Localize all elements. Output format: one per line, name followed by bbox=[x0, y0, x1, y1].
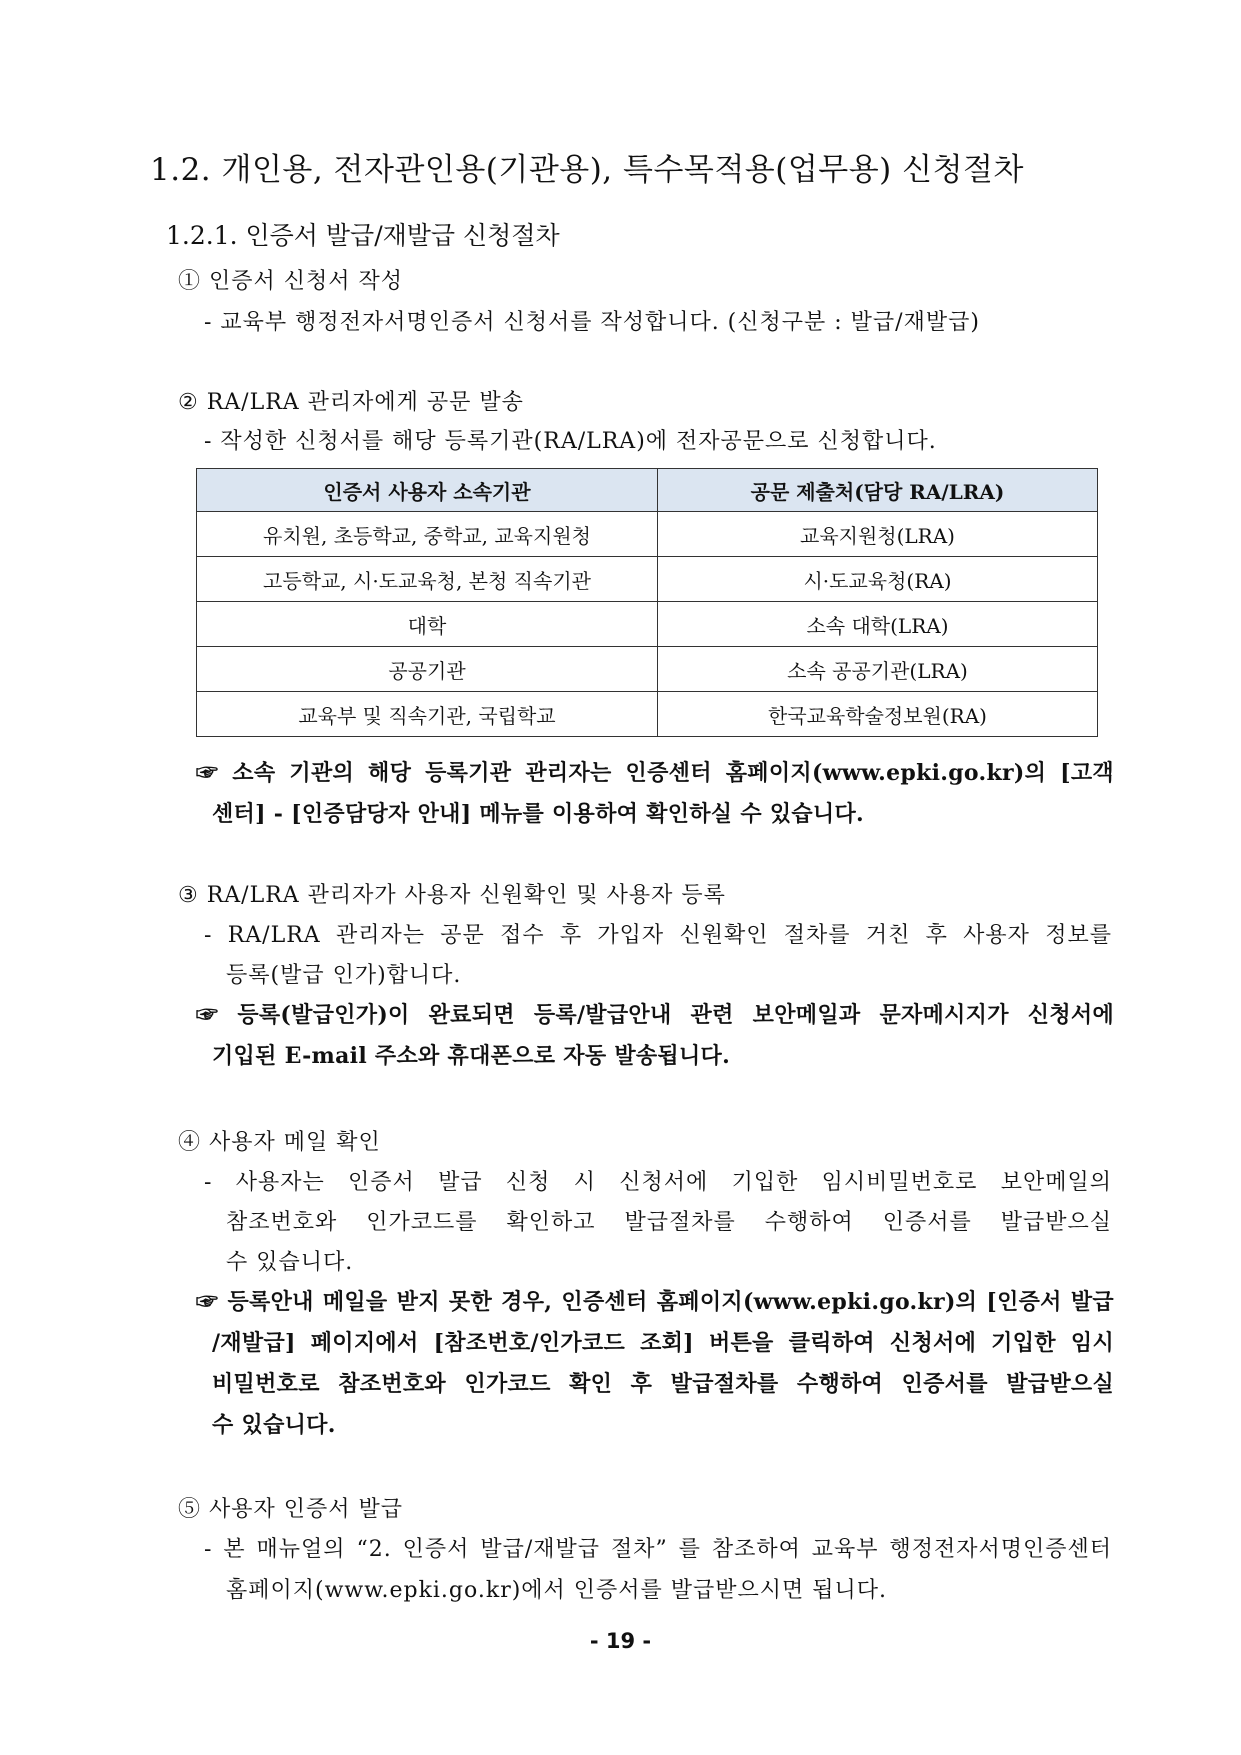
step-3-note-line-2: 기입된 E-mail 주소와 휴대폰으로 자동 발송됩니다. bbox=[212, 1043, 731, 1069]
step-4-note-line-4: 수 있습니다. bbox=[212, 1412, 336, 1438]
table-row bbox=[197, 692, 1098, 737]
step-4-line-2: 참조번호와 인가코드를 확인하고 발급절차를 수행하여 인증서를 발급받으실 bbox=[226, 1210, 1112, 1235]
step-4-note-line-1: ☞ 등록안내 메일을 받지 못한 경우, 인증센터 홈페이지(www.epki.go.kr)의 [인증서 발급 bbox=[196, 1289, 1114, 1315]
section-title: 1.2. 개인용, 전자관인용(기관용), 특수목적용(업무용) 신청절차 bbox=[150, 152, 1024, 188]
institution-table bbox=[196, 468, 1098, 737]
table-cell: 대학 bbox=[197, 602, 658, 647]
step-5-line-2: 홈페이지(www.epki.go.kr)에서 인증서를 발급받으시면 됩니다. bbox=[226, 1578, 888, 1603]
table-cell: 공공기관 bbox=[197, 647, 658, 692]
step-4-note-line-3: 비밀번호로 참조번호와 인가코드 확인 후 발급절차를 수행하여 인증서를 발급받으실 bbox=[212, 1371, 1114, 1397]
table-row bbox=[197, 512, 1098, 557]
subsection-title: 1.2.1. 인증서 발급/재발급 신청절차 bbox=[166, 221, 560, 250]
table-header-row bbox=[197, 469, 1098, 512]
table-cell: 소속 대학(LRA) bbox=[658, 602, 1098, 647]
table-cell: 한국교육학술정보원(RA) bbox=[658, 692, 1098, 737]
step-2-note-line-2: 센터] - [인증담당자 안내] 메뉴를 이용하여 확인하실 수 있습니다. bbox=[212, 801, 864, 827]
step-1-line-1: - 교육부 행정전자서명인증서 신청서를 작성합니다. (신청구분 : 발급/재발급) bbox=[204, 310, 980, 335]
table-cell: 교육지원청(LRA) bbox=[658, 512, 1098, 557]
step-3-title: ③ RA/LRA 관리자가 사용자 신원확인 및 사용자 등록 bbox=[178, 883, 726, 908]
step-4-note-line-2: /재발급] 페이지에서 [참조번호/인가코드 조회] 버튼을 클릭하여 신청서에 기입한 임시 bbox=[212, 1330, 1114, 1356]
table-header-cell: 공문 제출처(담당 RA/LRA) bbox=[658, 469, 1098, 512]
table-header-cell: 인증서 사용자 소속기관 bbox=[197, 469, 658, 512]
table-row bbox=[197, 647, 1098, 692]
table-cell: 고등학교, 시·도교육청, 본청 직속기관 bbox=[197, 557, 658, 602]
step-5-line-1: - 본 매뉴얼의 “2. 인증서 발급/재발급 절차” 를 참조하여 교육부 행정전자서명인증센터 bbox=[204, 1537, 1112, 1562]
step-4-line-1: - 사용자는 인증서 발급 신청 시 신청서에 기입한 임시비밀번호로 보안메일의 bbox=[204, 1170, 1112, 1195]
table-cell: 시·도교육청(RA) bbox=[658, 557, 1098, 602]
step-2-note-line-1: ☞ 소속 기관의 해당 등록기관 관리자는 인증센터 홈페이지(www.epki.go.kr)의 [고객 bbox=[196, 760, 1114, 786]
table-cell: 소속 공공기관(LRA) bbox=[658, 647, 1098, 692]
page-number: - 19 - bbox=[589, 1629, 652, 1653]
step-2-title: ② RA/LRA 관리자에게 공문 발송 bbox=[178, 390, 524, 415]
step-4-line-3: 수 있습니다. bbox=[226, 1250, 354, 1275]
step-2-line-1: - 작성한 신청서를 해당 등록기관(RA/LRA)에 전자공문으로 신청합니다. bbox=[204, 429, 937, 454]
step-4-title: ④ 사용자 메일 확인 bbox=[178, 1130, 381, 1155]
table-cell: 교육부 및 직속기관, 국립학교 bbox=[197, 692, 658, 737]
table-row bbox=[197, 557, 1098, 602]
step-1-title: ① 인증서 신청서 작성 bbox=[178, 269, 403, 294]
step-3-line-1: - RA/LRA 관리자는 공문 접수 후 가입자 신원확인 절차를 거친 후 사용자 정보를 bbox=[204, 923, 1112, 948]
step-3-note-line-1: ☞ 등록(발급인가)이 완료되면 등록/발급안내 관련 보안메일과 문자메시지가 신청서에 bbox=[196, 1002, 1114, 1028]
step-5-title: ⑤ 사용자 인증서 발급 bbox=[178, 1497, 403, 1522]
table-row bbox=[197, 602, 1098, 647]
step-3-line-2: 등록(발급 인가)합니다. bbox=[226, 963, 462, 988]
table-cell: 유치원, 초등학교, 중학교, 교육지원청 bbox=[197, 512, 658, 557]
